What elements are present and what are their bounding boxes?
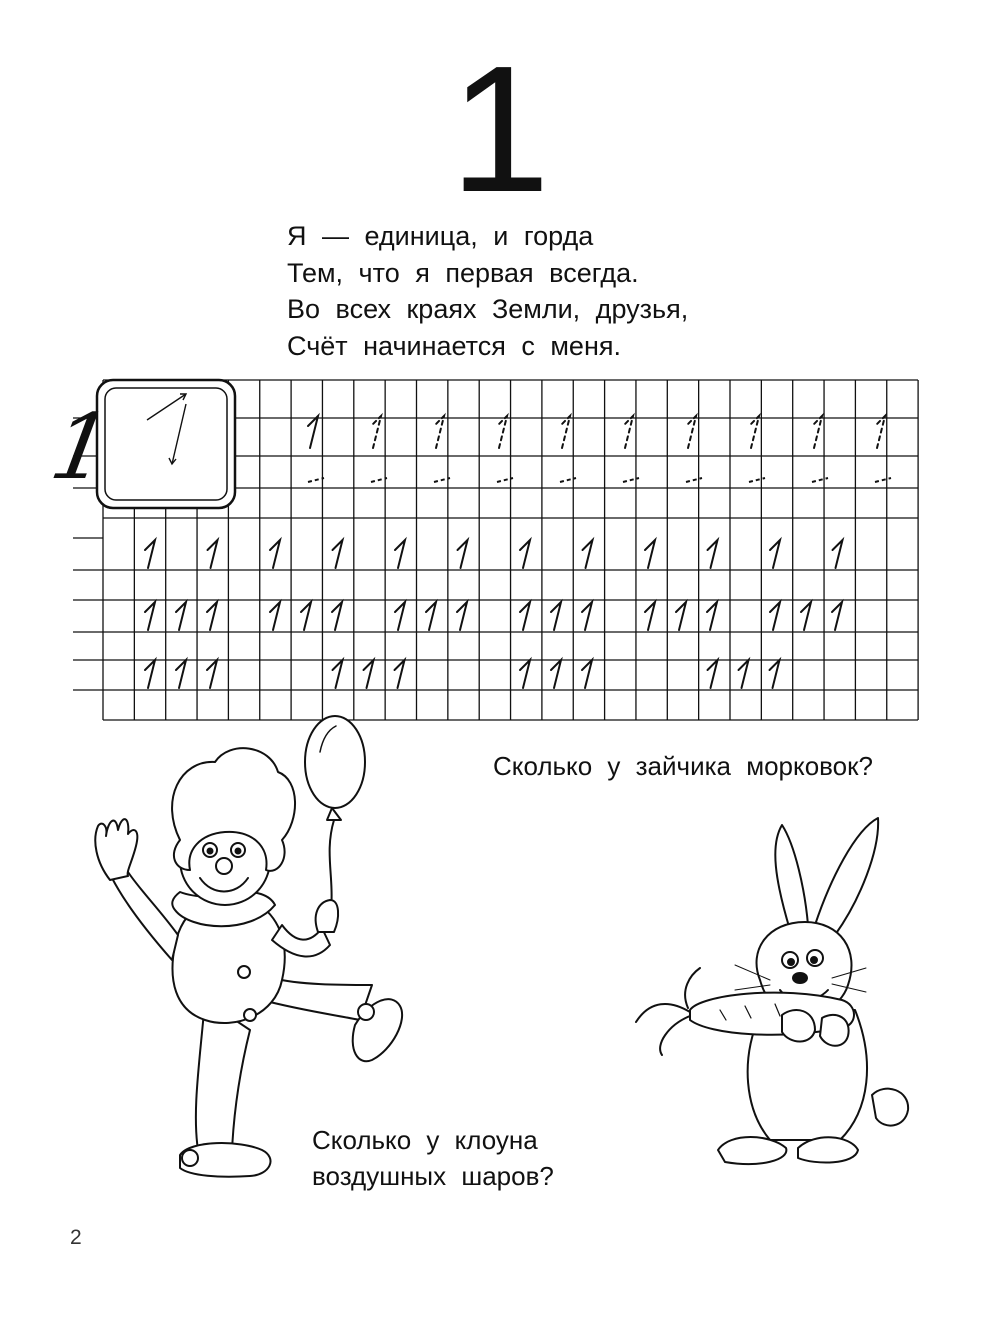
bunny-icon [636, 818, 908, 1164]
page-number: 2 [70, 1226, 82, 1249]
clown-question-line: Сколько у клоуна [312, 1125, 538, 1155]
sample-digit: 1 [43, 395, 119, 500]
big-digit-heading: 1 [449, 29, 551, 230]
poem-line: Тем, что я первая всегда. [287, 257, 639, 288]
bunny-question: Сколько у зайчика морковок? [493, 751, 873, 781]
poem-line: Во всех краях Земли, друзья, [287, 294, 689, 324]
clown-question [312, 1122, 554, 1194]
poem-line: Я — единица, и горда [287, 221, 594, 251]
poem-line: Счёт начинается с меня. [287, 330, 621, 361]
clown-question-line: воздушных шаров? [312, 1161, 554, 1191]
